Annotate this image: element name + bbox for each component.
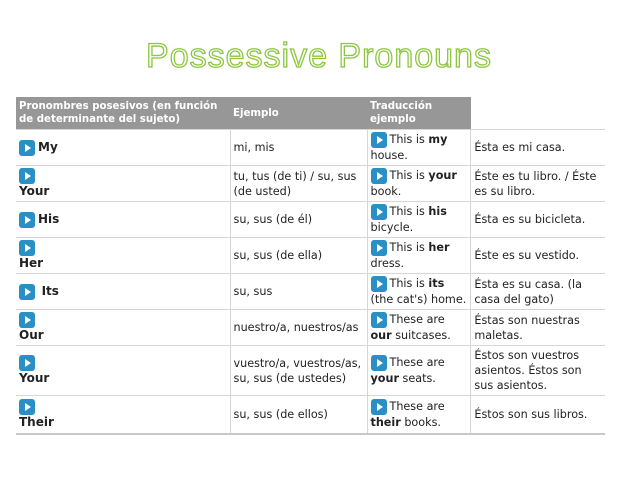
possessive-pronouns-table [16, 97, 605, 435]
play-icon[interactable] [371, 399, 387, 415]
play-icon[interactable] [19, 355, 35, 371]
play-icon[interactable] [19, 312, 35, 328]
determinant-cell: vuestro/a, vuestros/as, su, sus (de ustedes) [230, 346, 367, 396]
pronoun-label: Your [19, 184, 50, 198]
pronoun-label: His [38, 211, 60, 226]
pronoun-cell [16, 310, 230, 346]
translation-cell: Ésta es mi casa. [471, 130, 605, 166]
pronoun-cell [16, 238, 230, 274]
determinant-cell: su, sus (de ella) [230, 238, 367, 274]
play-icon[interactable] [19, 212, 35, 228]
table-row [16, 346, 605, 396]
pronoun-cell [16, 166, 230, 202]
table-row [16, 396, 605, 434]
translation-cell: Éstos son sus libros. [471, 396, 605, 434]
pronoun-cell [16, 346, 230, 396]
pronoun-label: Your [19, 371, 50, 385]
pronoun-label: Our [19, 328, 44, 342]
play-icon[interactable] [371, 355, 387, 371]
table-row [16, 310, 605, 346]
table-row [16, 166, 605, 202]
pronoun-cell [16, 396, 230, 434]
pronoun-label: Their [19, 414, 54, 429]
determinant-cell: nuestro/a, nuestros/as [230, 310, 367, 346]
translation-cell: Ésta es su bicicleta. [471, 202, 605, 238]
determinant-cell: tu, tus (de ti) / su, sus (de usted) [230, 166, 367, 202]
determinant-cell: su, sus (de él) [230, 202, 367, 238]
determinant-cell: su, sus [230, 274, 367, 310]
header-pronombres: Pronombres posesivos (en función de determinante del sujeto) [16, 97, 230, 130]
page-title: Possessive Pronouns [146, 37, 492, 75]
table-header-row [16, 97, 605, 130]
example-cell: These are your seats. [367, 346, 471, 396]
header-ejemplo: Ejemplo [230, 97, 367, 130]
table-row [16, 238, 605, 274]
play-icon[interactable] [19, 284, 35, 300]
example-cell: This is your book. [367, 166, 471, 202]
play-icon[interactable] [371, 132, 387, 148]
table-row [16, 274, 605, 310]
play-icon[interactable] [19, 168, 35, 184]
example-cell: This is his bicycle. [367, 202, 471, 238]
example-cell: This is my house. [367, 130, 471, 166]
translation-cell: Éstos son vuestros asientos. Éstos son sus asientos. [471, 346, 605, 396]
pronoun-cell [16, 274, 230, 310]
translation-cell: Éste es su vestido. [471, 238, 605, 274]
header-traduccion: Traducción ejemplo [367, 97, 471, 130]
pronoun-cell [16, 130, 230, 166]
play-icon[interactable] [371, 240, 387, 256]
pronoun-cell [16, 202, 230, 238]
pronoun-label: My [38, 139, 58, 154]
play-icon[interactable] [371, 312, 387, 328]
pronoun-label: Her [19, 256, 44, 270]
play-icon[interactable] [371, 204, 387, 220]
determinant-cell: su, sus (de ellos) [230, 396, 367, 434]
play-icon[interactable] [371, 276, 387, 292]
play-icon[interactable] [19, 140, 35, 156]
example-cell: These are our suitcases. [367, 310, 471, 346]
play-icon[interactable] [19, 399, 35, 415]
table-row [16, 130, 605, 166]
translation-cell: Éstas son nuestras maletas. [471, 310, 605, 346]
determinant-cell: mi, mis [230, 130, 367, 166]
table-row [16, 202, 605, 238]
translation-cell: Éste es tu libro. / Éste es su libro. [471, 166, 605, 202]
example-cell: These are their books. [367, 396, 471, 434]
example-cell: This is her dress. [367, 238, 471, 274]
example-cell: This is its (the cat's) home. [367, 274, 471, 310]
pronoun-label: Its [41, 283, 59, 298]
play-icon[interactable] [19, 240, 35, 256]
translation-cell: Ésta es su casa. (la casa del gato) [471, 274, 605, 310]
play-icon[interactable] [371, 168, 387, 184]
